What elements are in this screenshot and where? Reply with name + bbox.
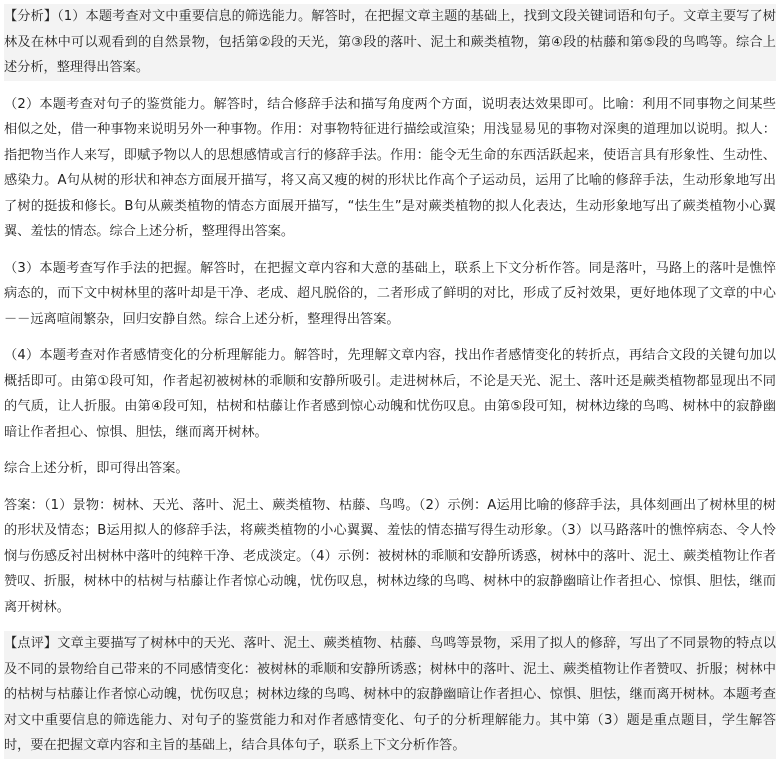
analysis-paragraph-1: 【分析】（1）本题考查对文中重要信息的筛选能力。解答时，在把握文章主题的基础上，找到文段关键词语和句子。文章主要写了树林及在林中可以观看到的自然景物，包括第②段的天光，第③段的落叶、泥土和蕨类植物，第④段的枯藤和第⑤段的鸟鸣等。综合上述分析，整理得出答案。 (4, 4, 776, 81)
analysis-summary: 综合上述分析，即可得出答案。 (4, 461, 189, 476)
answer-paragraph: 答案：（1）景物：树林、天光、落叶、泥土、蕨类植物、枯藤、鸟鸣。（2）示例：A运用比喻的修辞手法，具体刻画出了树林里的树的形状及情态；B运用拟人的修辞手法，将蕨类植物的小心翼翼、羞怯的情态描写得生动形象。（3）以马路落叶的憔悴病态、令人怜悯与伤感反衬出树林中落叶的纯粹干净、老成淡定。（4）示例：被树林的乖顺和安静所诱惑，树林中的落叶、泥土、蕨类植物让作者赞叹、折服，树林中的枯树与枯藤让作者惊心动魄，忧伤叹息，树林边缘的鸟鸣、树林中的寂静幽暗让作者担心、惊惧、胆怯，继而离开树林。 (4, 497, 776, 615)
analysis-paragraph-2: （2）本题考查对句子的鉴赏能力。解答时，结合修辞手法和描写角度两个方面，说明表达效果即可。比喻：利用不同事物之间某些相似之处，借一种事物来说明另外一种事物。作用：对事物特征进行描绘或渲染；用浅显易见的事物对深奥的道理加以说明。拟人：指把物当作人来写，即赋予物以人的思想感情或言行的修辞手法。作用：能令无生命的东西活跃起来，使语言具有形象性、生动性、感染力。A句从树的形状和神态方面展开描写，将又高又瘦的树的形状比作高个子运动员，运用了比喻的修辞手法，生动形象地写出了树的挺拔和修长。B句从蕨类植物的情态方面展开描写，“怯生生”是对蕨类植物的拟人化表达，生动形象地写出了蕨类植物小心翼翼、羞怯的情态。综合上述分析，整理得出答案。 (4, 96, 776, 239)
comment-paragraph: 【点评】文章主要描写了树林中的天光、落叶、泥土、蕨类植物、枯藤、鸟鸣等景物，采用了拟人的修辞，写出了不同景物的特点以及不同的景物给自己带来的不同感情变化：被树林的乖顺和安静所诱惑；树林中的落叶、泥土、蕨类植物让作者赞叹、折服；树林中的枯树与枯藤让作者惊心动魄，忧伤叹息；树林边缘的鸟鸣、树林中的寂静幽暗让作者担心、惊惧、胆怯，继而离开树林。本题考查对文中重要信息的筛选能力、对句子的鉴赏能力和对作者感情变化、句子的分析理解能力。其中第（3）题是重点题目，学生解答时，要在把握文章内容和主旨的基础上，结合具体句子，联系上下文分析作答。 (4, 631, 776, 759)
analysis-paragraph-4: （4）本题考查对作者感情变化的分析理解能力。解答时，先理解文章内容，找出作者感情变化的转折点，再结合文段的关键句加以概括即可。由第①段可知，作者起初被树林的乖顺和安静所吸引。走进树林后，不论是天光、泥土、落叶还是蕨类植物都显现出不同的气质，让人折服。由第④段可知，枯树和枯藤让作者感到惊心动魄和忧伤叹息。由第⑤段可知，树林边缘的鸟鸣、树林中的寂静幽暗让作者担心、惊惧、胆怯，继而离开树林。 (4, 348, 776, 440)
analysis-paragraph-3: （3）本题考查写作手法的把握。解答时，在把握文章内容和大意的基础上，联系上下文分析作答。同是落叶，马路上的落叶是憔悴病态的，而下文中树林里的落叶却是干净、老成、超凡脱俗的，二者形成了鲜明的对比，形成了反衬效果，更好地体现了文章的中心－－远离喧闹繁杂，回归安静自然。综合上述分析，整理得出答案。 (4, 260, 776, 327)
